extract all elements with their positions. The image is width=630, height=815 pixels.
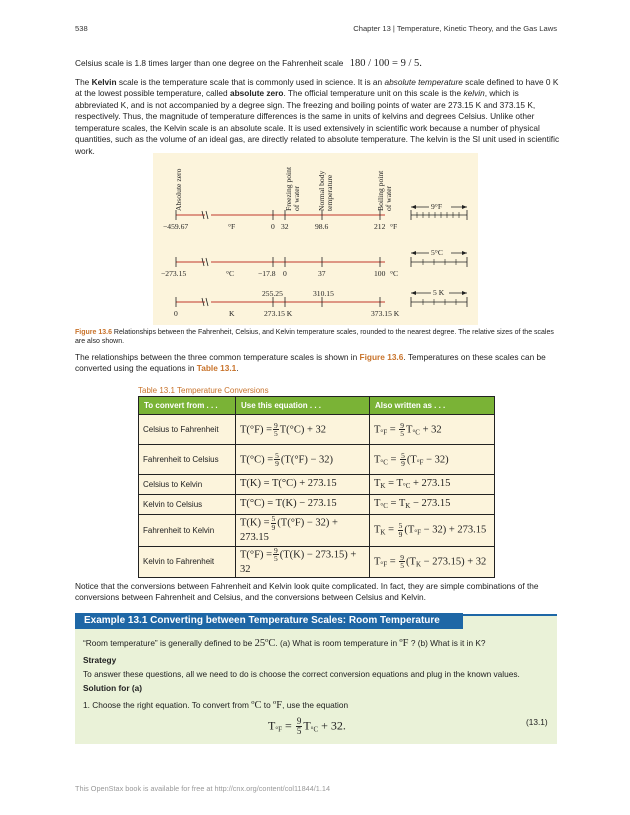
c-unit: °C [226,269,235,278]
equation-cell: T(K) = $\frac{5}{9}$ (T(°F) − 32) + 273.15 [236,515,370,546]
c-boil-unit: °C [390,269,399,278]
table-row [139,475,495,495]
c-neg: −17.8 [258,269,276,278]
table-row [139,546,495,577]
equation-number: (13.1) [526,717,548,727]
alt-equation-cell: $T_{^\circ C}$ = $\frac{5}{9}$ $(T_{^\circ F} - 32)$ [370,445,495,475]
figure-13-6 [153,153,478,325]
relationships-p3: . [236,363,239,374]
header-also-written: Also written as . . . [370,397,495,415]
equation-cell: T(K) = T(°C) + 273.15 [236,475,370,495]
alt-equation-cell: $T_{^\circ F}$ = $\frac{9}{5}$ $(T_K - 273.15) + 32$ [370,546,495,577]
label-absolute-zero: Absolute zero [174,168,183,211]
table-link[interactable]: Table 13.1 [196,363,237,374]
table-row [139,495,495,515]
kelvin-unit-term: kelvin [463,88,485,99]
equation-cell: T(°F) = $\frac{9}{5}$ (T(K) − 273.15) + 32 [236,546,370,577]
row-label: Fahrenheit to Kelvin [139,515,236,546]
intro-paragraph [75,57,560,71]
header-convert-from: To convert from . . . [139,397,236,415]
example-title: Example 13.1 Converting between Temperature Scales: Room Temperature [75,613,463,629]
k-interval: 5 K [433,288,445,297]
question-part-2: . (a) What is room temperature in [275,638,398,648]
k-upper-mid: 310.15 [313,289,334,298]
celsius-scale [161,247,467,278]
k-abs: 0 [174,309,178,318]
strategy-text: To answer these questions, all we need to do is choose the correct conversion equations and plug in the known values. [83,669,520,679]
figure-caption-text: Relationships between the Fahrenheit, Celsius, and Kelvin temperature scales, rounded to the nearest degree. The relative sizes of the scales are also shown. [75,329,554,346]
intro-text: Celsius scale is 1.8 times larger than one degree on the Fahrenheit scale [75,58,344,68]
kelvin-p5: , which is abbreviated K, and is not accompanied by a degree sign. The freezing and boiling points of water are 273.15 K and 373.15 K, respectively. Thus, the magnitude of temperature differences is the same in units of kelvins and degrees Celsius. Unlike other temperature scales, the Kelvin scale is an absolute scale. It is used extensively in scientific work because a number of physical quantities, such as the volume of an ideal gas, are directly related to absolute temperature. The kelvin is the SI unit used in scientific work. [75,88,560,156]
k-unit: K [229,309,235,318]
figure-link[interactable]: Figure 13.6 [359,352,404,362]
kelvin-scale [174,287,467,318]
row-label: Celsius to Fahrenheit [139,415,236,445]
f-interval: 9°F [431,202,443,211]
kelvin-p4: . The official temperature unit on this scale is the [283,88,464,99]
step-1-part-c: , use the equation [282,700,349,710]
equation-cell: T(°C) = T(K) − 273.15 [236,495,370,515]
c-body: 37 [318,269,326,278]
kelvin-paragraph [75,77,560,157]
row-label: Celsius to Kelvin [139,475,236,495]
figure-caption [75,328,560,347]
f-abs: −459.67 [163,222,189,231]
label-freezing-1: Freezing point [284,166,293,211]
equation-13-1: $T_{^\circ F}$ = $\frac{9}{5}$ $T_{^\circ C} + 32$. [268,716,346,736]
kelvin-term: Kelvin [91,77,117,87]
step-1-unit-c: ºC [251,700,262,711]
intro-math: 180 / 100 = 9 / 5. [349,58,422,69]
chapter-title: Chapter 13 | Temperature, Kinetic Theory, and the Gas Laws [353,24,557,33]
kelvin-p3: scale defined to have 0 K at the lowest possible temperature, called [75,77,559,99]
alt-equation-cell: $T_K$ = $\frac{5}{9}$ $(T_{^\circ F} - 32) + 273.15$ [370,515,495,546]
absolute-zero-term: absolute zero [229,88,284,99]
fahrenheit-scale [163,201,467,231]
alt-equation-cell: $T_{^\circ F}$ = $\frac{9}{5}$ $T_{^\circ C} + 32$ [370,415,495,445]
conversion-table [138,396,495,578]
equation-cell: T(°C) = $\frac{5}{9}$ (T(°F) − 32) [236,445,370,475]
step-1-part-a: 1. Choose the right equation. To convert from [83,700,249,710]
alt-equation-cell: $T_{^\circ C} = T_K - 273.15$ [370,495,495,515]
page-number: 538 [75,24,88,33]
label-body-2: temperature [325,174,334,211]
row-label: Fahrenheit to Celsius [139,445,236,475]
f-boil-unit: °F [390,222,398,231]
f-boil: 212 [374,222,386,231]
table-header-row [139,397,495,415]
f-unit: °F [228,222,236,231]
f-freeze: 32 [281,222,289,231]
label-body-1: Normal body [317,170,326,211]
question-part-1: “Room temperature” is generally defined to be [83,638,253,648]
kelvin-p2: scale is the temperature scale that is commonly used in science. It is an [116,77,385,87]
header-equation: Use this equation . . . [236,397,370,415]
absolute-temperature-term: absolute temperature [384,77,463,87]
row-label: Kelvin to Fahrenheit [139,546,236,577]
f-zero: 0 [271,222,275,231]
k-upper-left: 255.25 [262,289,283,298]
k-freeze: 273.15 K [264,309,293,318]
c-interval: 5°C [431,248,443,257]
relationships-p1: The relationships between the three common temperature scales is shown in [75,352,360,362]
k-boil: 373.15 K [371,309,400,318]
footer-text: This OpenStax book is available for free at http://cnx.org/content/col11844/1.14 [75,784,331,793]
solution-label: Solution for (a) [83,683,142,693]
relationships-paragraph [75,352,560,375]
strategy-label: Strategy [83,655,117,665]
c-boil: 100 [374,269,386,278]
figure-caption-label: Figure 13.6 [75,329,112,336]
question-temp: 25ºC [254,638,276,649]
question-unit-f: ºF [399,638,409,649]
label-freezing-2: of water [292,185,301,211]
alt-equation-cell: $T_K = T_{^\circ C} + 273.15$ [370,475,495,495]
kelvin-p1: The [75,77,92,87]
c-freeze: 0 [283,269,287,278]
question-part-3: ? (b) What is it in K? [410,638,486,648]
table-row [139,415,495,445]
table-title: Table 13.1 Temperature Conversions [138,386,269,395]
notice-paragraph: Notice that the conversions between Fahrenheit and Kelvin look quite complicated. In fact, they are simple combinations of the conversions between Fahrenheit and Celsius, and the conversions between Celsius and Kelvin. [75,581,539,603]
table-row [139,515,495,546]
step-1-part-b: to [263,700,271,710]
relationships-p2: . Temperatures on these scales can be converted using the equations in [75,352,546,374]
example-question [83,637,553,651]
row-label: Kelvin to Celsius [139,495,236,515]
table-row [139,445,495,475]
label-boiling-1: Boiling point [376,170,385,211]
c-abs: −273.15 [161,269,187,278]
f-body: 98.6 [315,222,329,231]
step-1-unit-f: ºF [273,700,283,711]
step-1 [83,699,553,713]
label-boiling-2: of water [384,185,393,211]
equation-cell: T(°F) = $\frac{9}{5}$ T(°C) + 32 [236,415,370,445]
